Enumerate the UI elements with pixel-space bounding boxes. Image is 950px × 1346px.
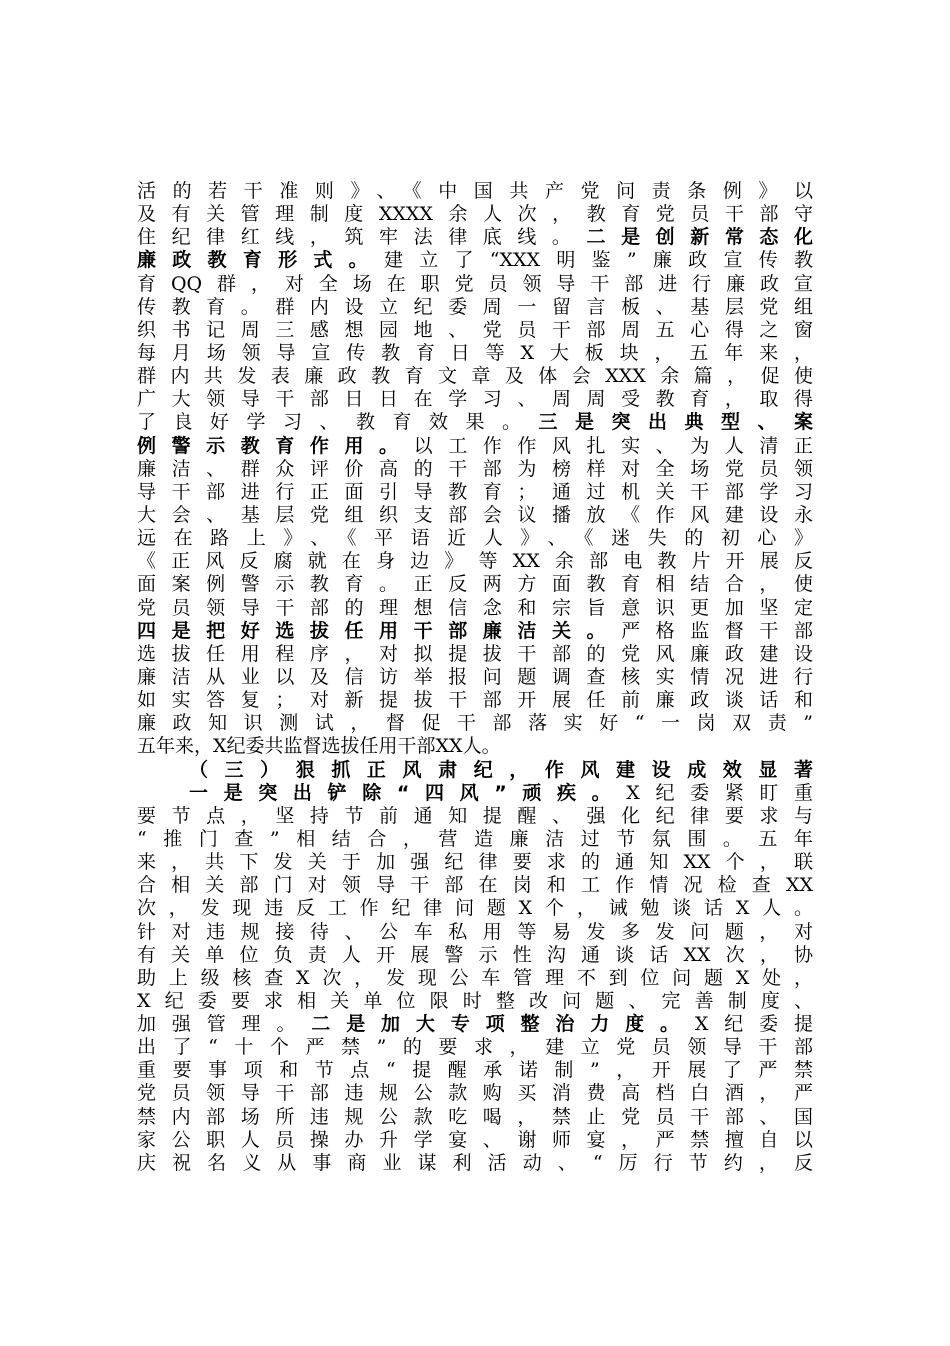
- text-segment: 出了“十个严禁”的要求，建立党员领导干部: [137, 1036, 813, 1059]
- text-line: [137, 805, 813, 828]
- text-line: [137, 759, 813, 782]
- text-segment: 加强管理。: [137, 1013, 312, 1036]
- bold-phrase: 二是创新常态化: [586, 226, 813, 249]
- text-segment: 选拔任用程序，对拟提拔干部的党风廉政建设: [137, 642, 813, 665]
- text-line: [137, 712, 813, 735]
- text-segment: 助上级核查X次，发现公车管理不到位问题X处，: [137, 966, 813, 989]
- text-segment: 党员领导干部的理想信念和宗旨意识更加坚定: [137, 596, 813, 619]
- text-line: [137, 1129, 813, 1152]
- text-line: [137, 411, 813, 434]
- text-line: [137, 1036, 813, 1059]
- text-line: [137, 226, 813, 249]
- text-segment: 以工作作风扎实、为人清正: [413, 434, 813, 457]
- text-segment: 五年来，X纪委共监督选拔任用干部XX人。: [137, 735, 501, 758]
- text-line: [137, 921, 813, 944]
- text-line: [137, 481, 813, 504]
- text-segment: X纪委提: [694, 1013, 813, 1036]
- text-segment: 来，共下发关于加强纪律要求的通知XX个，联: [137, 851, 813, 874]
- text-segment: 《正风反腐就在身边》等XX余部电教片开展反: [137, 550, 813, 573]
- text-line: [137, 620, 813, 643]
- text-segment: X纪委紧盯重: [626, 781, 813, 804]
- text-segment: 育QQ群，对全场在职党员领导干部进行廉政宣: [137, 272, 813, 295]
- body-text: [137, 180, 813, 1175]
- text-line: [137, 967, 813, 990]
- text-segment: 群内共发表廉政教育文章及体会XXX余篇，促使: [137, 365, 813, 388]
- text-line: [137, 365, 813, 388]
- text-line: [137, 319, 813, 342]
- text-segment: 传教育。群内设立纪委周一留言板、基层党组: [137, 295, 813, 318]
- bold-phrase: 廉政教育形式。: [137, 249, 384, 272]
- text-line: [137, 296, 813, 319]
- text-line: [137, 782, 813, 805]
- text-line: [137, 689, 813, 712]
- bold-phrase: 例警示教育作用。: [137, 434, 414, 457]
- text-segment: 廉洁从业以及信访举报问题调查核实情况进行: [137, 665, 813, 688]
- text-line: [137, 666, 813, 689]
- text-segment: 重要事项和节点“提醒承诺制”，开展了严禁: [137, 1059, 813, 1082]
- text-segment: 导干部进行正面引导教育；通过机关干部学习: [137, 480, 813, 503]
- text-line: [137, 342, 813, 365]
- text-segment: 大会、基层党组织支部会议播放《作风建设永: [137, 503, 813, 526]
- text-segment: 广大领导干部日日在学习、周周受教育，取得: [137, 388, 813, 411]
- text-segment: 每月场领导宣传教育日等X大板块，五年来，: [137, 341, 813, 364]
- text-line: [137, 944, 813, 967]
- text-line: [137, 1152, 813, 1175]
- text-segment: 严格监督干部: [621, 619, 813, 642]
- text-line: [137, 990, 813, 1013]
- text-line: [137, 388, 813, 411]
- text-segment: X纪委要求相关单位限时整改问题、完善制度、: [137, 989, 813, 1012]
- text-segment: 建立了“XXX明鉴”廉政宣传教: [383, 249, 813, 272]
- text-line: [137, 597, 813, 620]
- text-line: [137, 735, 813, 758]
- text-segment: 次，发现违反工作纪律问题X个，诫勉谈话X人。: [137, 897, 813, 920]
- text-line: [137, 203, 813, 226]
- text-segment: 有关单位负责人开展警示性沟通谈话XX次，协: [137, 943, 813, 966]
- text-line: [137, 180, 813, 203]
- bold-phrase: 四是把好选拔任用干部廉洁关。: [137, 619, 622, 642]
- text-segment: 及有关管理制度XXXX余人次，教育党员干部守: [137, 203, 813, 226]
- bold-phrase: 一是突出铲除“四风”顽疾。: [189, 781, 627, 804]
- text-line: [137, 249, 813, 272]
- text-line: [137, 527, 813, 550]
- text-line: [137, 851, 813, 874]
- text-line: [137, 1013, 813, 1036]
- text-line: [137, 643, 813, 666]
- text-segment: 禁内部场所违规公款吃喝，禁止党员干部、国: [137, 1105, 813, 1128]
- text-segment: 远在路上》、《平语近人》、《迷失的初心》: [137, 527, 813, 550]
- text-segment: 面案例警示教育。正反两方面教育相结合，使: [137, 573, 813, 596]
- text-segment: “推门查”相结合，营造廉洁过节氛围。五年: [137, 827, 813, 850]
- text-segment: 合相关部门对领导干部在岗和工作情况检查XX: [137, 874, 813, 897]
- text-segment: 家公职人员操办升学宴、谢师宴，严禁擅自以: [137, 1128, 813, 1151]
- text-segment: 活的若干准则》、《中国共产党问责条例》以: [137, 180, 813, 202]
- text-segment: 要节点，坚持节前通知提醒、强化纪律要求与: [137, 804, 813, 827]
- text-segment: 住纪律红线，筑牢法律底线。: [137, 226, 587, 249]
- text-segment: 党员领导干部违规公款购买消费高档白酒，严: [137, 1082, 813, 1105]
- text-line: [137, 435, 813, 458]
- text-segment: 织书记周三感想园地、党员干部周五心得之窗: [137, 318, 813, 341]
- text-segment: 针对违规接待、公车私用等易发多发问题，对: [137, 920, 813, 943]
- text-segment: 廉洁、群众评价高的干部为榜样对全场党员领: [137, 457, 813, 480]
- text-segment: 如实答复；对新提拔干部开展任前廉政谈话和: [137, 689, 813, 712]
- text-segment: 庆祝名义从事商业谋利活动、“厉行节约，反: [137, 1151, 813, 1174]
- text-line: [137, 828, 813, 851]
- bold-phrase: 二是加大专项整治力度。: [311, 1013, 695, 1036]
- bold-phrase: 三是突出典型、案: [538, 411, 813, 434]
- text-line: [137, 550, 813, 573]
- text-line: [137, 874, 813, 897]
- text-segment: 廉政知识测试，督促干部落实好“一岗双责”: [137, 712, 813, 735]
- text-line: [137, 504, 813, 527]
- text-line: [137, 573, 813, 596]
- text-line: [137, 1082, 813, 1105]
- text-line: [137, 897, 813, 920]
- text-line: [137, 1059, 813, 1082]
- text-segment: 了良好学习、教育效果。: [137, 411, 539, 434]
- text-line: [137, 273, 813, 296]
- text-line: [137, 1106, 813, 1129]
- text-line: [137, 458, 813, 481]
- bold-phrase: （三）狠抓正风肃纪，作风建设成效显著: [189, 758, 813, 781]
